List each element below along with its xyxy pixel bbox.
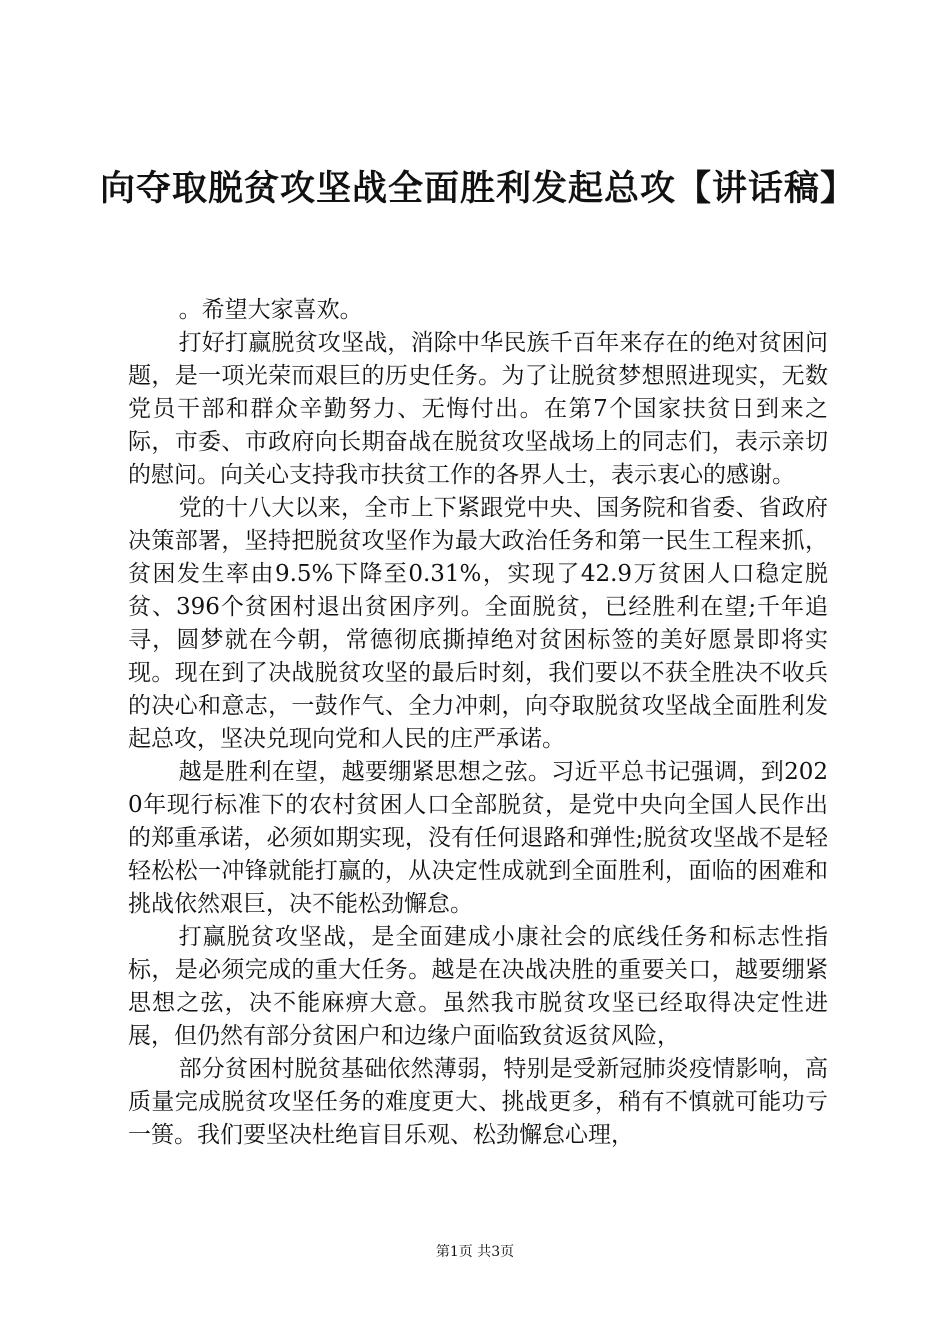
paragraph-4: 越是胜利在望，越要绷紧思想之弦。习近平总书记强调，到2020年现行标准下的农村贫困人口全部脱贫，是党中央向全国人民作出的郑重承诺，必须如期实现，没有任何退路和弹性;脱贫攻坚战不是轻轻松松一冲锋就能打赢的，从决定性成就到全面胜利，面临的困难和挑战依然艰巨，决不能松劲懈怠。: [128, 759, 828, 917]
paragraph-6: 部分贫困村脱贫基础依然薄弱，特别是受新冠肺炎疫情影响，高质量完成脱贫攻坚任务的难度更大、挑战更多，稍有不慎就可能功亏一篑。我们要坚决杜绝盲目乐观、松劲懈怠心理，: [128, 1056, 828, 1148]
document-title: 向夺取脱贫攻坚战全面胜利发起总攻【讲话稿】: [100, 169, 857, 209]
page-footer: 第1页 共3页: [435, 1244, 515, 1260]
document-body: [128, 294, 828, 1152]
paragraph-1: 。希望大家喜欢。: [178, 297, 363, 323]
paragraph-2: 打好打赢脱贫攻坚战，消除中华民族千百年来存在的绝对贫困问题，是一项光荣而艰巨的历史任务。为了让脱贫梦想照进现实，无数党员干部和群众辛勤努力、无悔付出。在第7个国家扶贫日到来之际，市委、市政府向长期奋战在脱贫攻坚战场上的同志们，表示亲切的慰问。向关心支持我市扶贫工作的各界人士，表示衷心的感谢。: [128, 330, 828, 488]
paragraph-5: 打赢脱贫攻坚战，是全面建成小康社会的底线任务和标志性指标，是必须完成的重大任务。越是在决战决胜的重要关口，越要绷紧思想之弦，决不能麻痹大意。虽然我市脱贫攻坚已经取得决定性进展，但仍然有部分贫困户和边缘户面临致贫返贫风险，: [128, 924, 828, 1049]
paragraph-3: 党的十八大以来，全市上下紧跟党中央、国务院和省委、省政府决策部署，坚持把脱贫攻坚作为最大政治任务和第一民生工程来抓，贫困发生率由9.5%下降至0.31%，实现了42.9万贫困人口稳定脱贫、396个贫困村退出贫困序列。全面脱贫，已经胜利在望;千年追寻，圆梦就在今朝，常德彻底撕掉绝对贫困标签的美好愿景即将实现。现在到了决战脱贫攻坚的最后时刻，我们要以不获全胜决不收兵的决心和意志，一鼓作气、全力冲刺，向夺取脱贫攻坚战全面胜利发起总攻，坚决兑现向党和人民的庄严承诺。: [128, 495, 828, 752]
